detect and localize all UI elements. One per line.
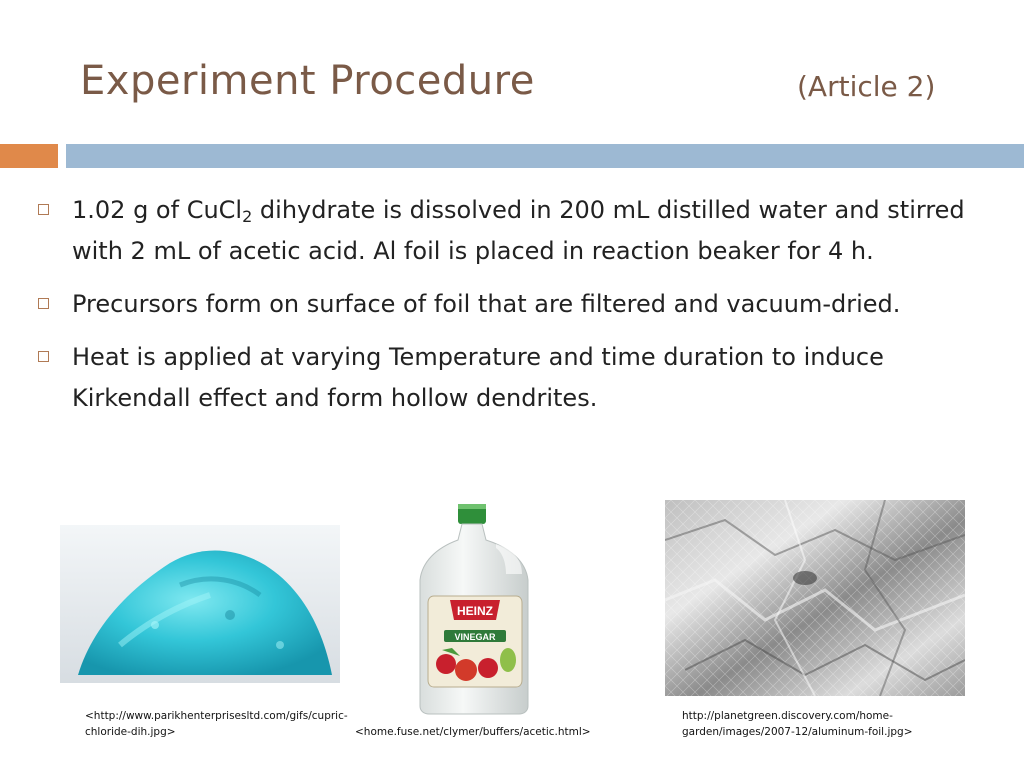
bullet-marker-icon xyxy=(38,351,49,362)
bullet-text: Heat is applied at varying Temperature and time duration to induce Kirkendall effect and form hollow dendrites. xyxy=(72,343,884,412)
bullet-item xyxy=(38,190,1008,272)
slide-title: Experiment Procedure xyxy=(80,58,535,104)
vinegar-jug-image xyxy=(416,500,534,716)
vinegar-product-label: VINEGAR xyxy=(454,632,496,642)
slide-subtitle: (Article 2) xyxy=(797,70,936,103)
foil-image-caption: http://planetgreen.discovery.com/home-garden/images/2007-12/aluminum-foil.jpg> xyxy=(682,710,913,738)
bullet-marker-icon xyxy=(38,298,49,309)
bullet-text-subscript: 2 xyxy=(242,207,253,226)
bullet-text-pre: 1.02 g of CuCl xyxy=(72,196,243,224)
bullet-text: Precursors form on surface of foil that are filtered and vacuum-dried. xyxy=(72,290,901,318)
bullet-marker-icon xyxy=(38,204,49,215)
aluminum-foil-image xyxy=(665,500,965,696)
bullet-text-post: dihydrate is dissolved in 200 mL distilled water and stirred with 2 mL of acetic acid. Al foil is placed in reaction beaker for 4 h. xyxy=(72,196,965,265)
header-bar xyxy=(66,144,1024,168)
cupric-chloride-image xyxy=(60,525,340,683)
bullet-item xyxy=(38,337,1008,419)
accent-bar xyxy=(0,144,58,168)
cupric-image-caption: <http://www.parikhenterprisesltd.com/gifs/cupric-chloride-dih.jpg> xyxy=(85,710,348,738)
bullet-item xyxy=(38,284,1008,325)
vinegar-image-caption: <home.fuse.net/clymer/buffers/acetic.html> xyxy=(355,726,591,738)
bullet-list xyxy=(38,190,1008,431)
heinz-brand-label: HEINZ xyxy=(457,604,493,618)
